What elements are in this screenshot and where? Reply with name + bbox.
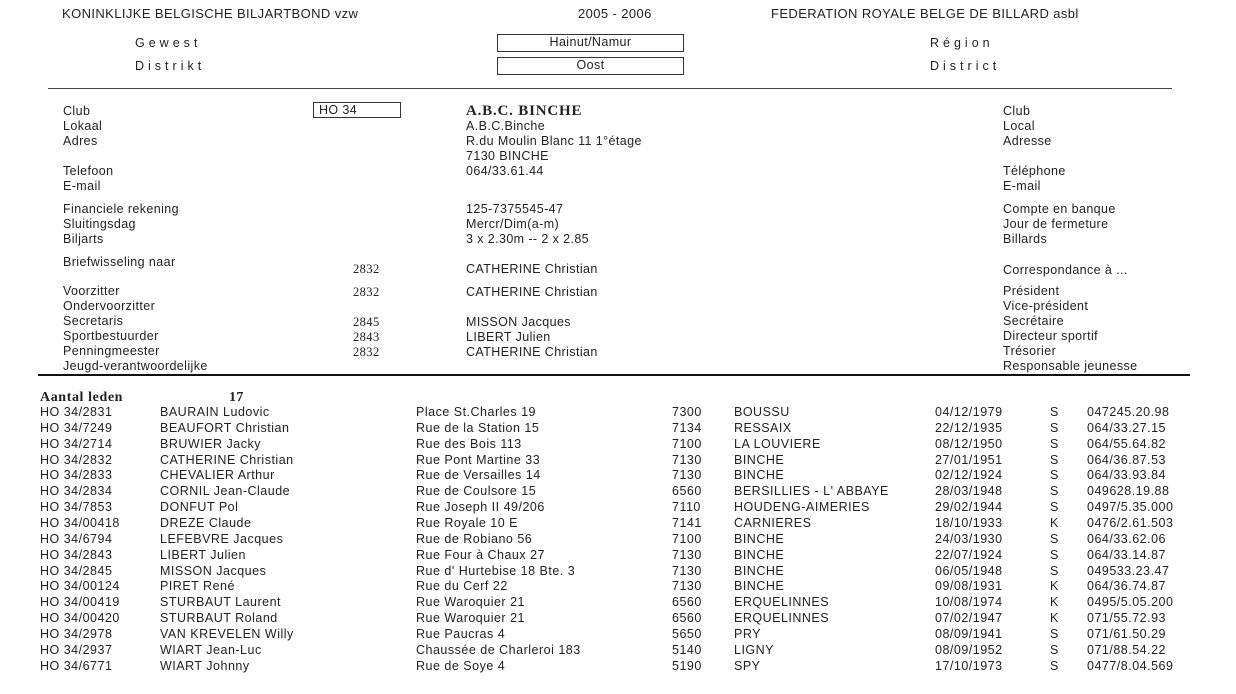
member-city: BINCHE <box>734 579 785 594</box>
member-phone: 064/36.74.87 <box>1087 579 1166 594</box>
member-name: WIART Johnny <box>160 658 250 673</box>
club-code: HO 34 <box>313 102 401 118</box>
sport-number: 2843 <box>353 330 380 344</box>
member-category: S <box>1050 420 1059 435</box>
label-local: Local <box>1003 119 1035 133</box>
member-name: CHEVALIER Arthur <box>160 468 275 483</box>
label-adres: Adres <box>63 134 98 148</box>
member-postcode: 7134 <box>672 420 702 435</box>
lokaal-value: A.B.C.Binche <box>466 119 546 133</box>
member-postcode: 7130 <box>672 468 702 483</box>
member-street: Place St.Charles 19 <box>416 405 536 419</box>
voorzitter-number: 2832 <box>353 285 380 299</box>
member-phone: 0495/5.05.200 <box>1087 595 1174 610</box>
member-city: BINCHE <box>734 452 785 467</box>
member-phone: 064/55.64.82 <box>1087 436 1166 451</box>
member-birthdate: 24/03/1930 <box>935 531 1003 546</box>
member-birthdate: 22/07/1924 <box>935 547 1003 562</box>
member-city: BINCHE <box>734 547 785 562</box>
table-row <box>0 642 1236 658</box>
table-row <box>0 467 1236 483</box>
label-penningmeester: Penningmeester <box>63 344 160 358</box>
member-category: S <box>1050 658 1059 673</box>
member-category: S <box>1050 452 1059 467</box>
member-city: SPY <box>734 658 761 673</box>
member-birthdate: 22/12/1935 <box>935 420 1003 435</box>
distrikt-value: Oost <box>497 57 684 75</box>
member-name: LEFEBVRE Jacques <box>160 531 284 546</box>
member-name: CORNIL Jean-Claude <box>160 484 291 499</box>
table-row <box>0 626 1236 642</box>
member-name: STURBAUT Laurent <box>160 595 282 610</box>
rekening-value: 125-7375545-47 <box>466 202 564 216</box>
member-category: S <box>1050 484 1059 499</box>
member-category: S <box>1050 468 1059 483</box>
penning-number: 2832 <box>353 345 380 359</box>
member-birthdate: 28/03/1948 <box>935 484 1003 499</box>
label-email-nl: E-mail <box>63 179 101 193</box>
member-street: Rue de Coulsore 15 <box>416 484 537 499</box>
label-rekening: Financiele rekening <box>63 202 179 216</box>
member-birthdate: 07/02/1947 <box>935 611 1003 626</box>
member-city: LIGNY <box>734 642 775 657</box>
member-city: BOUSSU <box>734 405 790 419</box>
member-category: K <box>1050 595 1059 610</box>
label-correspondance: Correspondance à ... <box>1003 263 1128 277</box>
member-city: ERQUELINNES <box>734 595 830 610</box>
member-street: Rue Pont Martine 33 <box>416 452 541 467</box>
member-birthdate: 27/01/1951 <box>935 452 1003 467</box>
voorzitter-name: CATHERINE Christian <box>466 285 598 299</box>
member-postcode: 7130 <box>672 563 702 578</box>
member-birthdate: 08/09/1952 <box>935 642 1003 657</box>
member-phone: 0476/2.61.503 <box>1087 515 1174 530</box>
label-voorzitter: Voorzitter <box>63 284 120 298</box>
member-phone: 064/33.27.15 <box>1087 420 1166 435</box>
member-number: HO 34/2843 <box>40 547 113 562</box>
member-birthdate: 09/08/1931 <box>935 579 1003 594</box>
member-street: Rue Paucras 4 <box>416 626 506 641</box>
member-city: PRY <box>734 626 761 641</box>
member-birthdate: 08/09/1941 <box>935 626 1003 641</box>
member-number: HO 34/6794 <box>40 531 113 546</box>
member-phone: 064/33.62.06 <box>1087 531 1166 546</box>
member-postcode: 7110 <box>672 500 701 515</box>
table-row <box>0 499 1236 515</box>
adres-line1: R.du Moulin Blanc 11 1°étage <box>466 134 642 148</box>
brief-name: CATHERINE Christian <box>466 262 598 276</box>
member-city: BINCHE <box>734 563 785 578</box>
member-city: ERQUELINNES <box>734 611 830 626</box>
member-category: K <box>1050 611 1059 626</box>
secretaris-name: MISSON Jacques <box>466 315 571 329</box>
member-postcode: 5140 <box>672 642 702 657</box>
member-name: WIART Jean-Luc <box>160 642 262 657</box>
region-label: Région <box>930 36 994 50</box>
member-name: BRUWIER Jacky <box>160 436 261 451</box>
member-number: HO 34/00418 <box>40 515 120 530</box>
table-row <box>0 483 1236 499</box>
label-email-fr: E-mail <box>1003 179 1041 193</box>
member-city: RESSAIX <box>734 420 792 435</box>
label-telephone: Téléphone <box>1003 164 1066 178</box>
member-number: HO 34/7853 <box>40 500 113 515</box>
member-postcode: 6560 <box>672 484 702 499</box>
label-club-fr: Club <box>1003 104 1031 118</box>
member-phone: 049628.19.88 <box>1087 484 1170 499</box>
member-postcode: 5190 <box>672 658 702 673</box>
member-number: HO 34/00124 <box>40 579 120 594</box>
label-sportbestuurder: Sportbestuurder <box>63 329 159 343</box>
member-number: HO 34/7249 <box>40 420 113 435</box>
table-row <box>0 658 1236 674</box>
member-name: BAURAIN Ludovic <box>160 405 270 419</box>
label-telefoon: Telefoon <box>63 164 114 178</box>
label-president: Président <box>1003 284 1060 298</box>
member-street: Rue Waroquier 21 <box>416 595 525 610</box>
member-number: HO 34/6771 <box>40 658 113 673</box>
member-street: Rue Joseph II 49/206 <box>416 500 545 515</box>
member-birthdate: 10/08/1974 <box>935 595 1003 610</box>
table-row <box>0 578 1236 594</box>
member-city: HOUDENG-AIMERIES <box>734 500 870 515</box>
member-street: Rue des Bois 113 <box>416 436 522 451</box>
member-city: CARNIERES <box>734 515 812 530</box>
member-street: Rue Royale 10 E <box>416 515 519 530</box>
member-category: S <box>1050 531 1059 546</box>
members-label: Aantal leden <box>40 390 124 405</box>
member-number: HO 34/00420 <box>40 611 120 626</box>
label-lokaal: Lokaal <box>63 119 103 133</box>
member-number: HO 34/2834 <box>40 484 113 499</box>
label-biljarts: Biljarts <box>63 232 104 246</box>
member-number: HO 34/2831 <box>40 405 113 419</box>
member-name: STURBAUT Roland <box>160 611 278 626</box>
member-street: Chaussée de Charleroi 183 <box>416 642 581 657</box>
member-postcode: 7130 <box>672 579 702 594</box>
member-city: BINCHE <box>734 531 785 546</box>
members-count: 17 <box>229 390 244 405</box>
table-row <box>0 420 1236 436</box>
distrikt-label: Distrikt <box>135 59 206 73</box>
member-category: S <box>1050 547 1059 562</box>
member-postcode: 7141 <box>672 515 702 530</box>
label-club-nl: Club <box>63 104 91 118</box>
member-birthdate: 18/10/1933 <box>935 515 1003 530</box>
member-street: Rue Waroquier 21 <box>416 611 525 626</box>
label-billards: Billards <box>1003 232 1048 246</box>
member-postcode: 7130 <box>672 452 702 467</box>
member-postcode: 6560 <box>672 611 702 626</box>
district-label: District <box>930 59 1001 73</box>
member-number: HO 34/2832 <box>40 452 113 467</box>
member-category: S <box>1050 405 1059 419</box>
table-row <box>0 436 1236 452</box>
member-category: S <box>1050 563 1059 578</box>
member-street: Rue d' Hurtebise 18 Bte. 3 <box>416 563 576 578</box>
member-street: Rue du Cerf 22 <box>416 579 508 594</box>
member-phone: 0477/8.04.569 <box>1087 658 1174 673</box>
biljarts-value: 3 x 2.30m -- 2 x 2.85 <box>466 232 590 246</box>
federation-name-nl: KONINKLIJKE BELGISCHE BILJARTBOND vzw <box>62 6 359 21</box>
secretaris-number: 2845 <box>353 315 380 329</box>
member-phone: 064/36.87.53 <box>1087 452 1166 467</box>
brief-number: 2832 <box>353 262 380 276</box>
table-row <box>0 515 1236 531</box>
season: 2005 - 2006 <box>578 6 652 21</box>
member-phone: 064/33.93.84 <box>1087 468 1166 483</box>
member-street: Rue de Soye 4 <box>416 658 506 673</box>
member-phone: 071/88.54.22 <box>1087 642 1166 657</box>
label-jeugd: Jeugd-verantwoordelijke <box>63 359 208 373</box>
member-postcode: 7130 <box>672 547 702 562</box>
table-row <box>0 610 1236 626</box>
member-street: Rue de Robiano 56 <box>416 531 533 546</box>
member-birthdate: 04/12/1979 <box>935 405 1003 419</box>
table-row <box>0 404 1236 420</box>
table-row <box>0 547 1236 563</box>
member-postcode: 7100 <box>672 436 702 451</box>
label-compte: Compte en banque <box>1003 202 1116 216</box>
section-divider <box>38 374 1190 376</box>
member-street: Rue de Versailles 14 <box>416 468 541 483</box>
member-name: DONFUT Pol <box>160 500 239 515</box>
label-vice-president: Vice-président <box>1003 299 1089 313</box>
member-phone: 0497/5.35.000 <box>1087 500 1174 515</box>
member-street: Rue Four à Chaux 27 <box>416 547 546 562</box>
club-name: A.B.C. BINCHE <box>466 103 583 119</box>
member-city: BINCHE <box>734 468 785 483</box>
gewest-value: Hainut/Namur <box>497 34 684 52</box>
member-name: PIRET René <box>160 579 235 594</box>
member-city: BERSILLIES - L' ABBAYE <box>734 484 889 499</box>
header-divider <box>48 88 1172 89</box>
member-birthdate: 17/10/1973 <box>935 658 1003 673</box>
member-name: CATHERINE Christian <box>160 452 294 467</box>
member-category: S <box>1050 500 1059 515</box>
table-row <box>0 452 1236 468</box>
table-row <box>0 563 1236 579</box>
member-name: LIBERT Julien <box>160 547 246 562</box>
member-phone: 071/61.50.29 <box>1087 626 1166 641</box>
member-birthdate: 06/05/1948 <box>935 563 1003 578</box>
member-postcode: 6560 <box>672 595 702 610</box>
member-city: LA LOUVIERE <box>734 436 821 451</box>
member-street: Rue de la Station 15 <box>416 420 540 435</box>
label-secretaris: Secretaris <box>63 314 124 328</box>
label-secretaire: Secrétaire <box>1003 314 1064 328</box>
table-row <box>0 594 1236 610</box>
member-phone: 047245.20.98 <box>1087 405 1170 419</box>
member-name: MISSON Jacques <box>160 563 267 578</box>
member-phone: 071/55.72.93 <box>1087 611 1166 626</box>
member-birthdate: 29/02/1944 <box>935 500 1003 515</box>
label-ondervoorzitter: Ondervoorzitter <box>63 299 156 313</box>
label-briefwisseling: Briefwisseling naar <box>63 255 176 269</box>
member-phone: 064/33.14.87 <box>1087 547 1166 562</box>
sport-name: LIBERT Julien <box>466 330 551 344</box>
member-category: S <box>1050 436 1059 451</box>
member-number: HO 34/00419 <box>40 595 120 610</box>
federation-name-fr: FEDERATION ROYALE BELGE DE BILLARD asbl <box>771 6 1079 21</box>
table-row <box>0 531 1236 547</box>
label-jeunesse: Responsable jeunesse <box>1003 359 1138 373</box>
member-name: DREZE Claude <box>160 515 252 530</box>
label-sluitingsdag: Sluitingsdag <box>63 217 136 231</box>
member-category: K <box>1050 515 1059 530</box>
telefoon-value: 064/33.61.44 <box>466 164 544 178</box>
member-number: HO 34/2937 <box>40 642 113 657</box>
label-fermeture: Jour de fermeture <box>1003 217 1109 231</box>
penning-name: CATHERINE Christian <box>466 345 598 359</box>
sluitingsdag-value: Mercr/Dim(a-m) <box>466 217 560 231</box>
member-number: HO 34/2845 <box>40 563 113 578</box>
member-category: K <box>1050 579 1059 594</box>
member-phone: 049533.23.47 <box>1087 563 1170 578</box>
member-number: HO 34/2833 <box>40 468 113 483</box>
gewest-label: Gewest <box>135 36 202 50</box>
member-number: HO 34/2978 <box>40 626 113 641</box>
adres-line2: 7130 BINCHE <box>466 149 549 163</box>
member-number: HO 34/2714 <box>40 436 113 451</box>
label-directeur: Directeur sportif <box>1003 329 1099 343</box>
member-postcode: 7100 <box>672 531 702 546</box>
label-adresse: Adresse <box>1003 134 1052 148</box>
member-birthdate: 08/12/1950 <box>935 436 1003 451</box>
member-category: S <box>1050 642 1059 657</box>
member-category: S <box>1050 626 1059 641</box>
member-name: VAN KREVELEN Willy <box>160 626 294 641</box>
member-name: BEAUFORT Christian <box>160 420 290 435</box>
member-postcode: 5650 <box>672 626 702 641</box>
member-postcode: 7300 <box>672 405 702 419</box>
member-birthdate: 02/12/1924 <box>935 468 1003 483</box>
label-tresorier: Trésorier <box>1003 344 1057 358</box>
